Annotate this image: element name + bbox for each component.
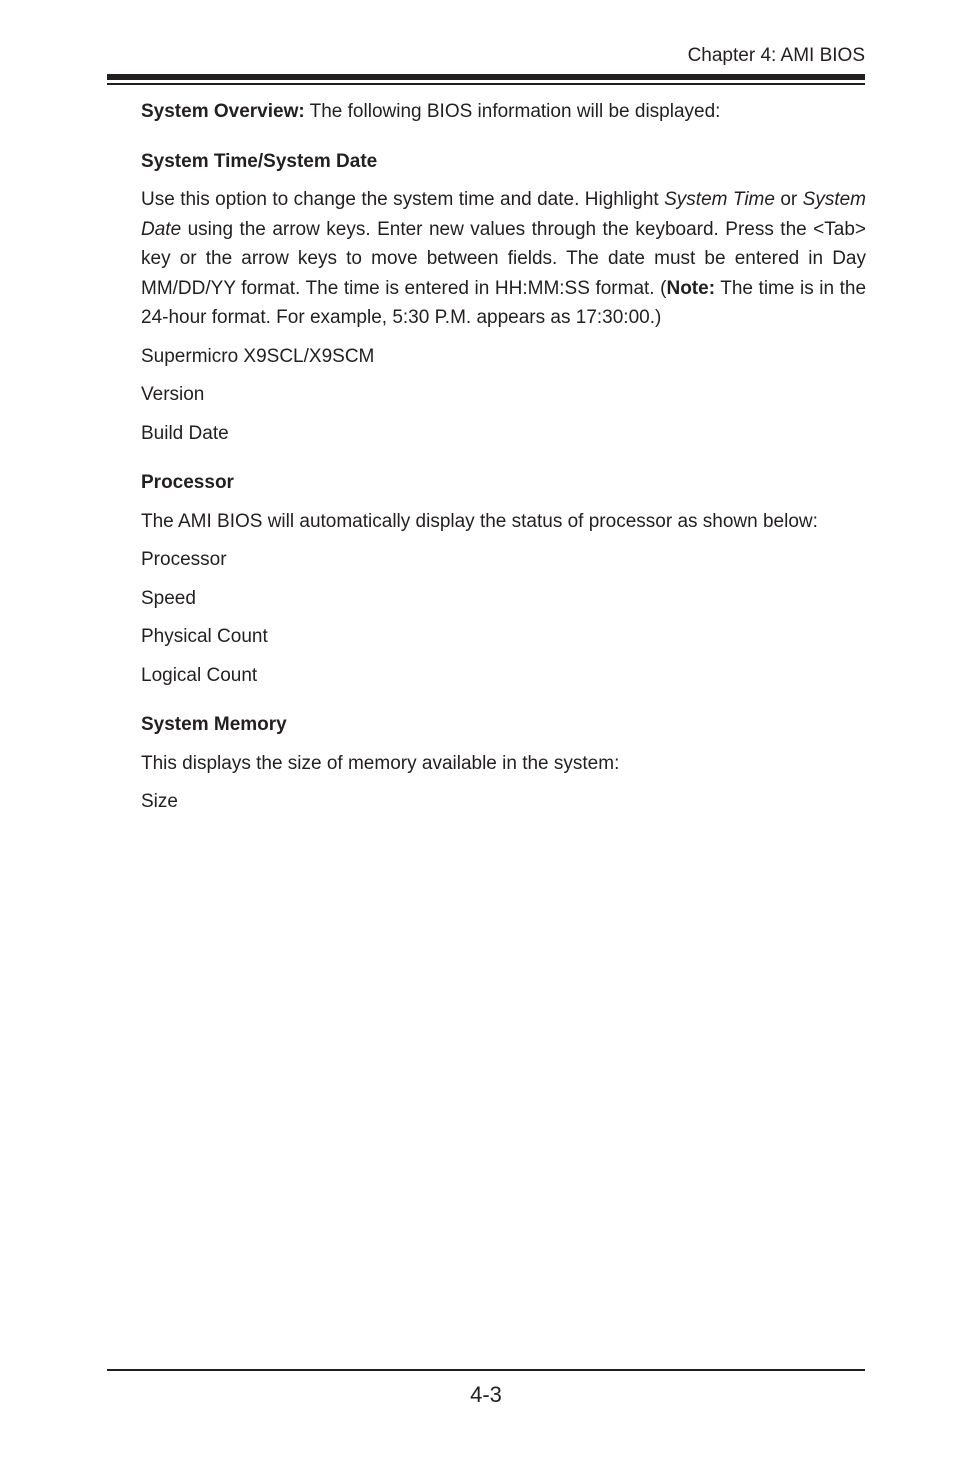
system-memory-description: This displays the size of memory available in the system:	[141, 752, 620, 774]
list-item: Processor	[141, 549, 227, 570]
footer-rule	[107, 1369, 865, 1371]
system-overview-label: System Overview:	[141, 101, 305, 122]
list-item: Supermicro X9SCL/X9SCM	[141, 345, 375, 367]
page-body	[141, 97, 866, 826]
page-number: 4-3	[470, 1382, 502, 1407]
system-time-italic: System Time	[664, 189, 775, 210]
list-item: Physical Count	[141, 626, 268, 647]
processor-heading: Processor	[141, 472, 234, 493]
list-item: Build Date	[141, 422, 229, 444]
system-time-heading: System Time/System Date	[141, 150, 378, 172]
system-time-text-4: The time is in the 24-hour format. For example, 5:30 P.M. appears as 17:30:00.)	[141, 277, 867, 328]
header-rule-thick	[107, 74, 865, 80]
system-date-italic: System Date	[141, 189, 866, 240]
processor-description: The AMI BIOS will automatically display the status of processor as shown below:	[141, 510, 818, 532]
system-time-text-3: using the arrow keys. Enter new values through the keyboard. Press the <Tab> key or the arrow keys to move between fields. The date must be entered in Day MM/DD/YY format. The time is entered in HH:MM:SS format. (	[141, 218, 866, 299]
list-item: Logical Count	[141, 664, 258, 686]
list-item: Size	[141, 791, 178, 812]
system-memory-heading: System Memory	[141, 714, 287, 735]
system-time-description	[141, 185, 866, 333]
system-time-text-1: Use this option to change the system time and date. Highlight	[141, 189, 665, 210]
list-item: Speed	[141, 587, 196, 609]
list-item: Version	[141, 384, 205, 405]
system-time-text-2: or	[774, 189, 803, 210]
note-label: Note:	[666, 277, 716, 299]
system-overview-text: The following BIOS information will be displayed:	[304, 101, 721, 122]
system-overview-paragraph	[141, 97, 866, 127]
header-rule-thin	[107, 83, 865, 85]
running-header: Chapter 4: AMI BIOS	[687, 45, 865, 66]
